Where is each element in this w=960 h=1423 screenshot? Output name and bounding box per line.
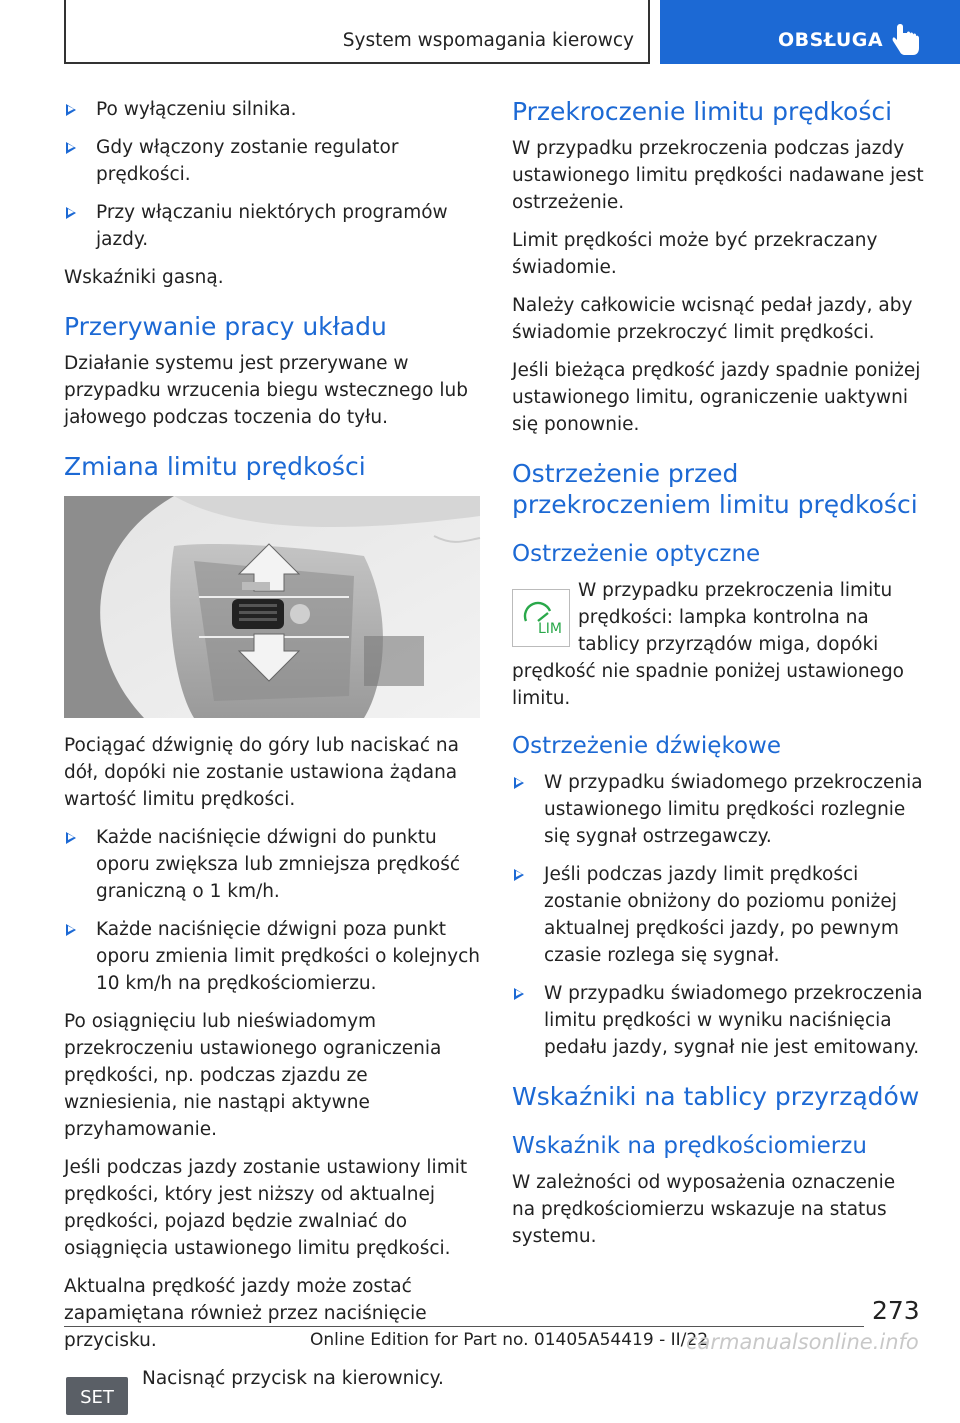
page-number: 273 [872, 1296, 920, 1325]
paragraph-exceed-1: W przypadku przekroczenia podczas jazdy ustawionego limitu prędkości nadawane jest ostrzeżenie. [512, 138, 924, 213]
list-item: W przypadku świadomego przekroczenia limitu prędkości w wyniku naciśnięcia pedału jazdy, sygnał nie jest emitowany. [512, 980, 924, 1061]
paragraph-after-reach: Po osiągnięciu lub nieświadomym przekroczeniu ustawionego ograniczenia prędkości, np. podczas zjazdu ze wzniesienia, nie nastąpi aktywne przyhamowanie. [64, 1011, 442, 1140]
paragraph-exceed-4: Jeśli bieżąca prędkość jazdy spadnie poniżej ustawionego limitu, ograniczenie uaktywni się ponownie. [512, 360, 921, 435]
heading-warning: Ostrzeżenie przed przekroczeniem limitu prędkości [512, 459, 918, 519]
paragraph-press-set: Nacisnąć przycisk na kierownicy. [142, 1368, 444, 1389]
bullet-triangle-icon [66, 207, 76, 219]
list-item: Jeśli podczas jazdy limit prędkości zostanie obniżony do poziomu poniżej aktualnej prędkości jazdy, po pewnym czasie rozlega się sygnał. [512, 861, 924, 969]
footer-edition: Online Edition for Part no. 01405A54419 - II/22 [310, 1330, 709, 1350]
lim-indicator-label: LIM [537, 621, 563, 637]
paragraph-indicators-off: Wskaźniki gasną. [64, 267, 224, 288]
lim-warning-row [512, 577, 924, 712]
left-column [64, 96, 480, 1423]
watermark: carmanualsonline.info [686, 1330, 919, 1354]
paragraph-exceed-2: Limit prędkości może być przekraczany świadomie. [512, 230, 878, 278]
heading-acoustic: Ostrzeżenie dźwiękowe [512, 733, 781, 759]
footer-divider [64, 1326, 864, 1327]
bullet-triangle-icon [66, 142, 76, 154]
list-item: Każde naciśnięcie dźwigni poza punkt oporu zmienia limit prędkości o kolejnych 10 km/h na prędkościomierzu. [64, 916, 480, 997]
lim-indicator-icon [512, 589, 570, 647]
paragraph-interrupt: Działanie systemu jest przerywane w przypadku wrzucenia biegu wstecznego lub jałowego podczas toczenia do tyłu. [64, 353, 468, 428]
section-tab[interactable] [660, 0, 960, 64]
pointing-hand-icon [892, 22, 922, 56]
paragraph-optical: W przypadku przekroczenia limitu prędkości: lampka kontrolna na tablicy przyrządów miga, dopóki prędkość nie spadnie poniżej ustawionego limitu. [512, 580, 905, 709]
list-item: Przy włączaniu niektórych programów jazdy. [64, 199, 480, 253]
running-header-title: System wspomagania kierowcy [342, 30, 634, 51]
list-item: Każde naciśnięcie dźwigni do punktu oporu zwiększa lub zmniejsza prędkość graniczną o 1 km/h. [64, 824, 480, 905]
list-item: W przypadku świadomego przekroczenia ustawionego limitu prędkości rozlegnie się sygnał ostrzegawczy. [512, 769, 924, 850]
header-title-box [64, 0, 650, 64]
set-button-icon [66, 1377, 128, 1415]
set-button-row [64, 1365, 480, 1423]
bullet-triangle-icon [66, 104, 76, 116]
bullet-triangle-icon [66, 924, 76, 936]
list-item: Po wyłączeniu silnika. [64, 96, 480, 123]
bullet-triangle-icon [514, 869, 524, 881]
paragraph-exceed-3: Należy całkowicie wcisnąć pedał jazdy, aby świadomie przekroczyć limit prędkości. [512, 295, 913, 343]
list-item: Gdy włączony zostanie regulator prędkości. [64, 134, 480, 188]
heading-interrupt: Przerywanie pracy układu [64, 312, 387, 341]
steering-wheel-lever-image [64, 496, 480, 718]
bullet-triangle-icon [66, 832, 76, 844]
paragraph-lower-limit: Jeśli podczas jazdy zostanie ustawiony limit prędkości, który jest niższy od aktualnej prędkości, pojazd będzie zwalniać do osiągnięcia ustawionego limitu prędkości. [64, 1157, 468, 1259]
paragraph-lever: Pociągać dźwignię do góry lub naciskać na dół, dopóki nie zostanie ustawiona żądana wartość limitu prędkości. [64, 735, 459, 810]
set-button-label: SET [80, 1387, 114, 1408]
heading-exceed: Przekroczenie limitu prędkości [512, 97, 893, 126]
heading-speedometer: Wskaźnik na prędkościomierzu [512, 1133, 867, 1159]
right-column [512, 96, 924, 1261]
heading-indicators: Wskaźniki na tablicy przyrządów [512, 1082, 920, 1111]
paragraph-current-speed: Aktualna prędkość jazdy może zostać zapamiętana również przez naciśnięcie przycisku. [64, 1276, 427, 1351]
section-tab-label: OBSŁUGA [778, 29, 884, 51]
heading-optical: Ostrzeżenie optyczne [512, 541, 761, 567]
bullet-triangle-icon [514, 777, 524, 789]
heading-change-limit: Zmiana limitu prędkości [64, 452, 366, 481]
paragraph-speedometer: W zależności od wyposażenia oznaczenie na prędkościomierzu wskazuje na status systemu. [512, 1172, 896, 1247]
bullet-triangle-icon [514, 988, 524, 1000]
